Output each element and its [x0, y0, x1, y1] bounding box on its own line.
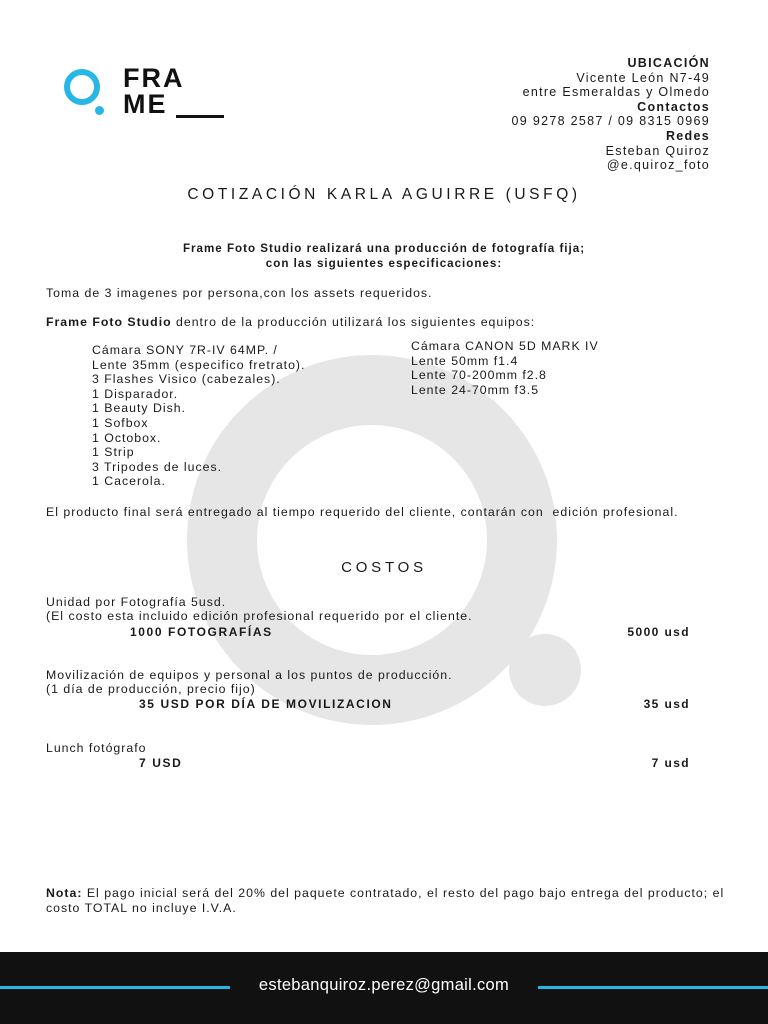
frame-logo — [64, 63, 224, 120]
location-label: UBICACIÓN — [627, 56, 710, 70]
logo-wordmark — [123, 65, 185, 117]
address-line-1: Vicente León N7-49 — [576, 70, 710, 85]
equipment-item: 1 Disparador. — [92, 386, 179, 401]
equipment-item: Lente 24-70mm f3.5 — [411, 382, 540, 397]
equipment-item: 1 Octobox. — [92, 430, 162, 445]
equipment-item: 3 Flashes Visico (cabezales). — [92, 372, 281, 387]
phone-numbers: 09 9278 2587 / 09 8315 0969 — [511, 114, 710, 129]
cost-item-lunch-desc — [46, 741, 146, 755]
note-text: El pago inicial será del 20% del paquete contratado, el resto del pago bajo entrega del producto; el costo TOTAL no incluye I.V.A. — [46, 886, 725, 915]
intro-statement — [0, 241, 768, 271]
cost-item-photos-price: 5000 usd — [627, 625, 690, 639]
logo-dot-icon — [95, 106, 104, 115]
studio-name: Frame Foto Studio — [46, 315, 172, 329]
logo-wordmark-bottom: ME — [123, 89, 168, 119]
cost-desc-line: (1 día de producción, precio fijo) — [46, 682, 256, 697]
cost-item-photos-desc — [46, 595, 473, 623]
equipment-item: 3 Tripodes de luces. — [92, 459, 223, 474]
equipment-item: 1 Strip — [92, 445, 135, 460]
costs-heading: COSTOS — [341, 559, 427, 576]
cost-item-lunch-qty: 7 USD — [139, 756, 183, 770]
equipment-item: Cámara SONY 7R-IV 64MP. / — [92, 343, 278, 357]
intro-line-2: con las siguientes especificaciones: — [265, 257, 503, 270]
payment-note — [46, 886, 726, 916]
equipment-list-right — [411, 339, 599, 397]
equipment-item: Cámara CANON 5D MARK IV — [411, 339, 599, 353]
intro-line-1: Frame Foto Studio realizará una producción de fotografía fija; — [182, 242, 586, 255]
equipment-item: 1 Cacerola. — [92, 474, 166, 489]
cost-item-lunch-price: 7 usd — [651, 756, 690, 770]
cost-desc-line: Movilización de equipos y personal a los puntos de producción. — [46, 668, 453, 682]
document-title: COTIZACIÓN KARLA AGUIRRE (USFQ) — [187, 186, 581, 203]
note-label: Nota: — [46, 886, 83, 900]
social-handle: @e.quiroz_foto — [606, 158, 710, 173]
contacts-label: Contactos — [637, 99, 710, 114]
address-line-2: entre Esmeraldas y Olmedo — [522, 85, 710, 100]
cost-item-transport-qty: 35 USD POR DÍA DE MOVILIZACION — [139, 697, 393, 711]
logo-underline — [176, 115, 224, 118]
equipment-list-left — [92, 343, 305, 489]
equipment-intro — [46, 315, 535, 329]
cost-desc-line: Lunch fotógrafo — [46, 741, 147, 755]
scope-text: Toma de 3 imagenes por persona,con los assets requeridos. — [46, 286, 433, 300]
cost-item-transport-price: 35 usd — [643, 697, 690, 711]
logo-ring-icon — [64, 69, 100, 105]
footer-bar — [0, 952, 768, 1024]
equipment-item: 1 Beauty Dish. — [92, 401, 186, 416]
social-label: Redes — [665, 128, 710, 143]
cost-desc-line: (El costo esta incluido edición profesional requerido por el cliente. — [46, 609, 473, 624]
contact-block — [512, 56, 710, 173]
cost-item-transport-desc — [46, 668, 453, 696]
equipment-item: Lente 50mm f1.4 — [411, 353, 519, 368]
equipment-intro-rest: dentro de la producción utilizará los siguientes equipos: — [171, 315, 536, 329]
footer-email-link[interactable]: estebanquiroz.perez@gmail.com — [258, 976, 510, 994]
equipment-item: 1 Sofbox — [92, 415, 149, 430]
delivery-text: El producto final será entregado al tiempo requerido del cliente, contarán con edición profesional. — [46, 505, 679, 519]
cost-desc-line: Unidad por Fotografía 5usd. — [46, 595, 227, 609]
equipment-item: Lente 35mm (especifico fretrato). — [92, 357, 306, 372]
equipment-item: Lente 70-200mm f2.8 — [411, 368, 547, 383]
logo-wordmark-top: FRA — [123, 63, 185, 93]
contact-name: Esteban Quiroz — [605, 143, 710, 158]
cost-item-photos-qty: 1000 FOTOGRAFÍAS — [130, 625, 273, 639]
